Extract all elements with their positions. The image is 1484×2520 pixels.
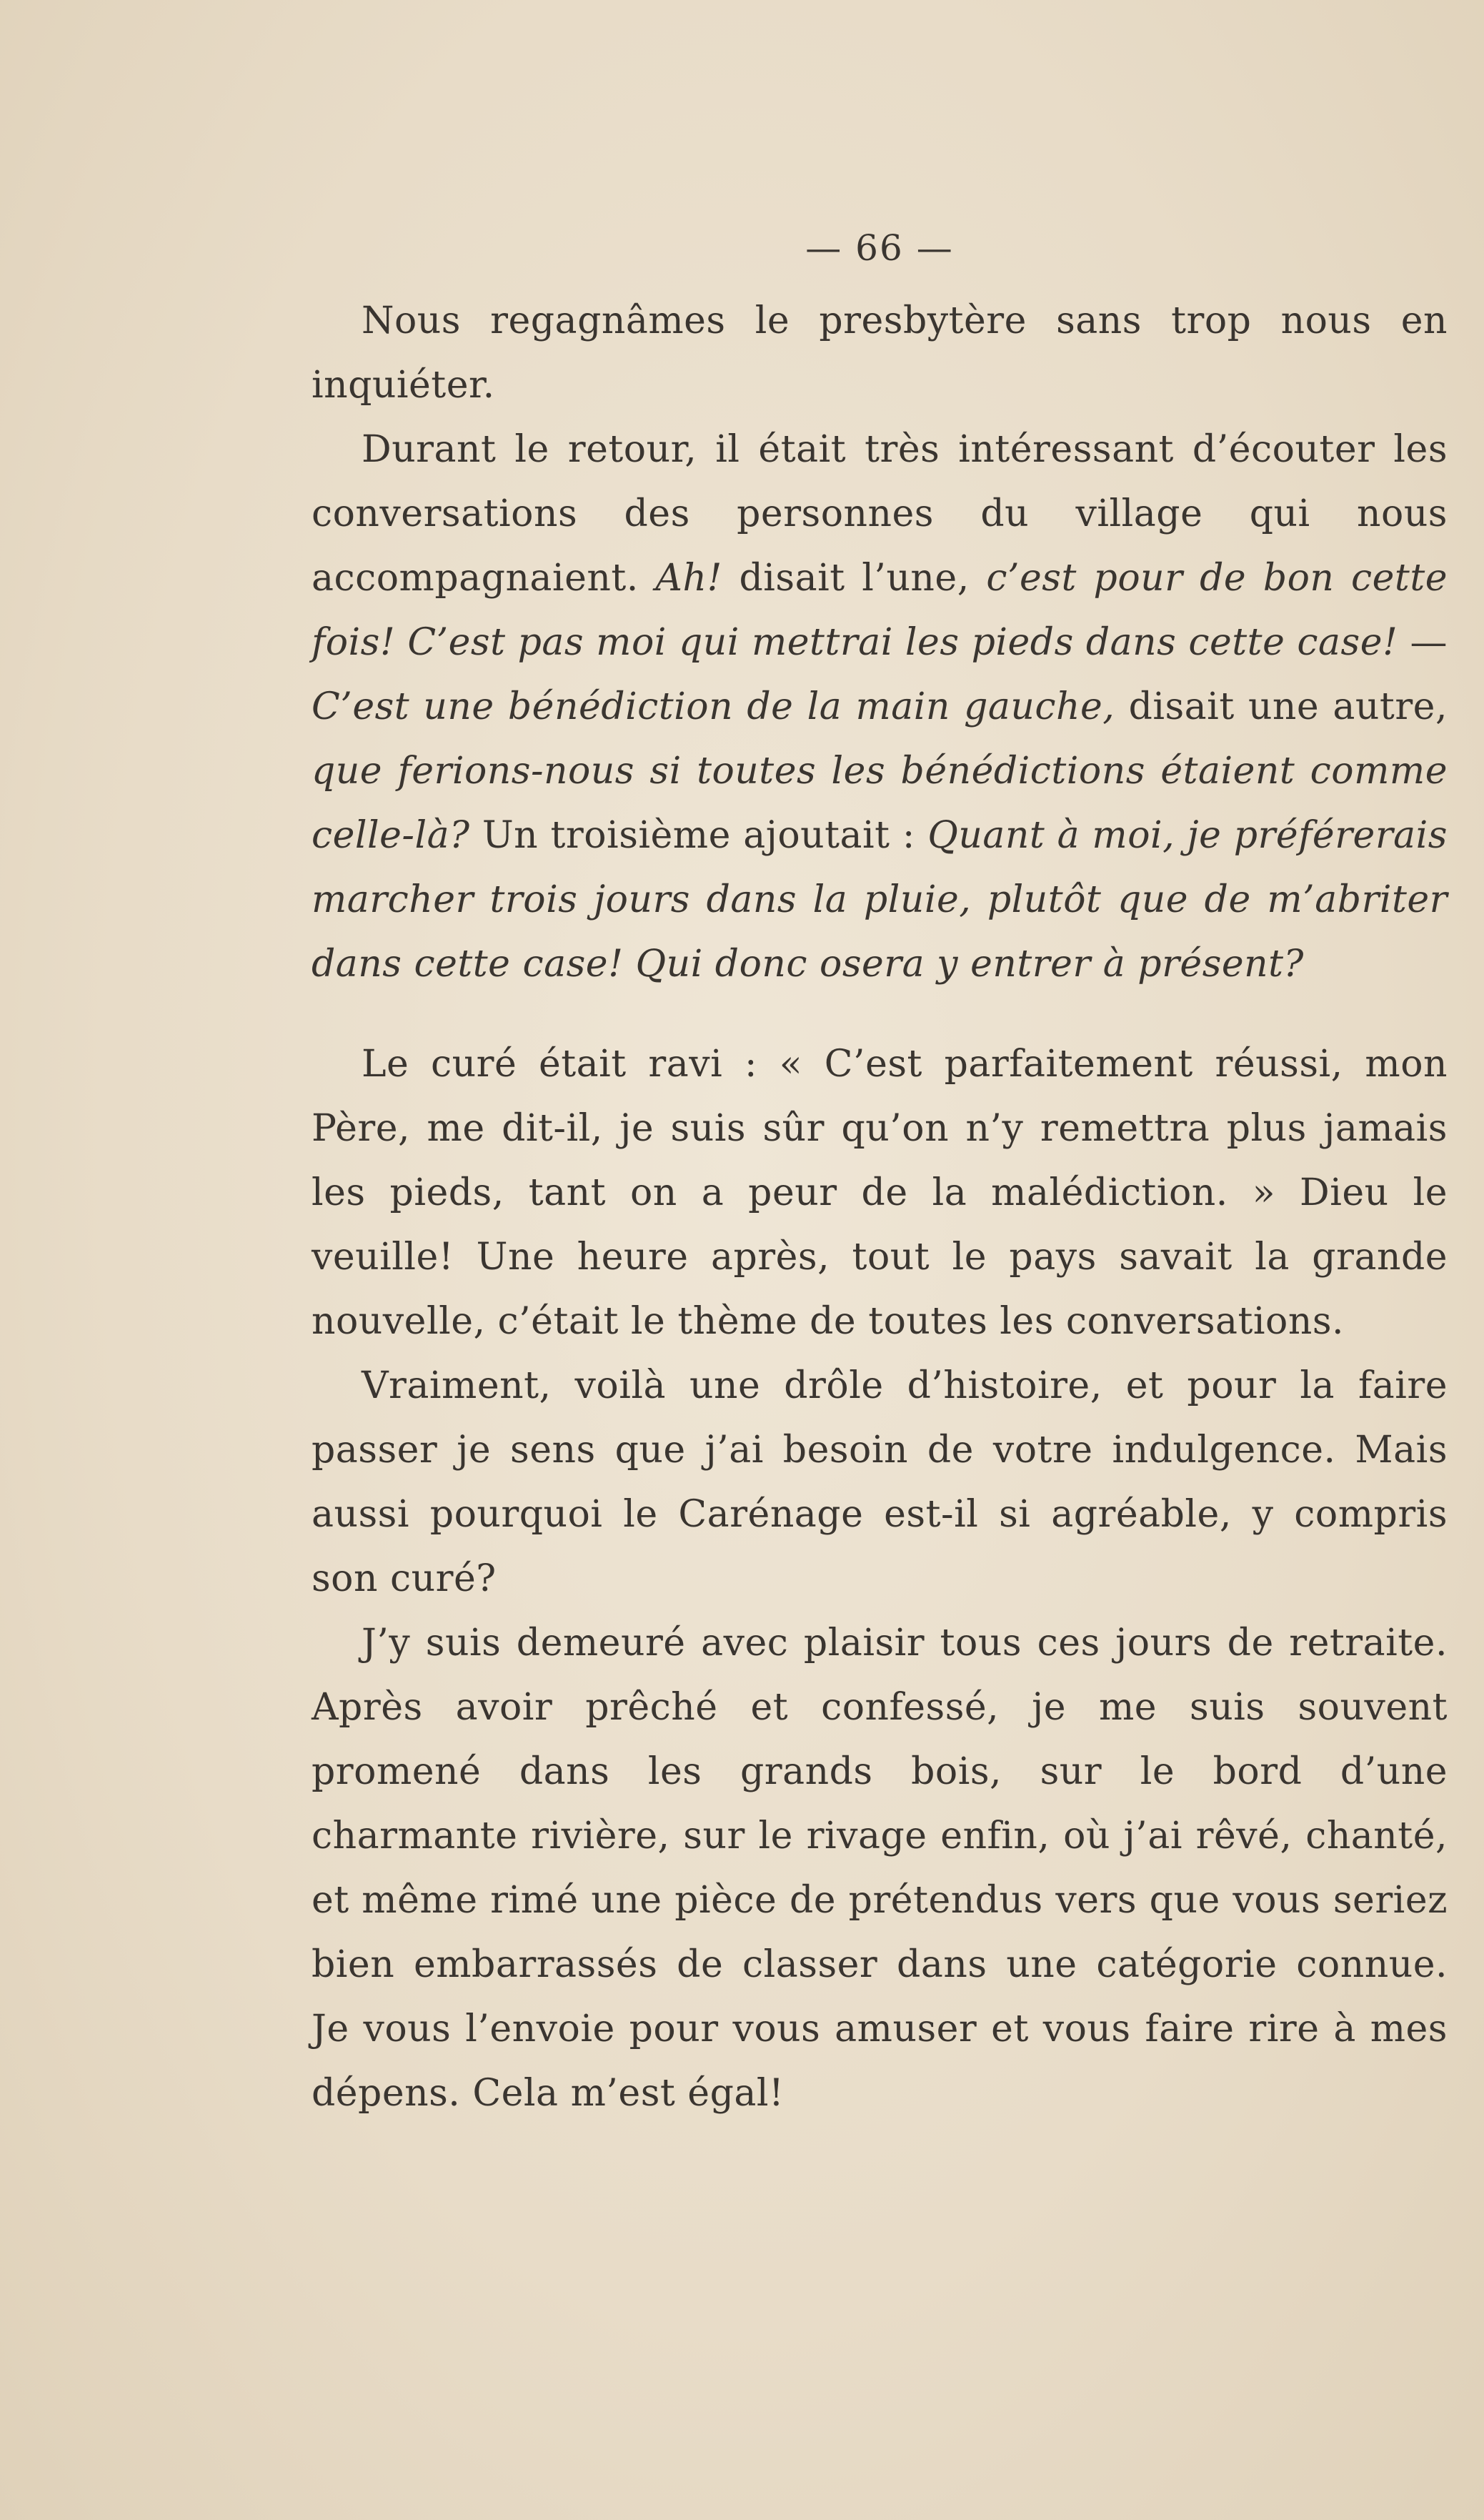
quote-1: Ah! xyxy=(655,557,722,600)
paragraph-2-said-3: Un troisième ajoutait : xyxy=(469,814,928,857)
quote-5: Quant à moi, je préférerais marcher trois jours dans la pluie, plutôt que de m’abriter dans cette case! Qui donc osera y entrer à présent? xyxy=(312,814,1448,986)
page-number: — 66 — xyxy=(805,227,954,269)
paragraph-3: Le curé était ravi : « C’est parfaitement réussi, mon Père, me dit-il, je suis sûr qu’on n’y remettra plus jamais les pieds, tant on a peur de la malédiction. » Dieu le veuille! Une heure après, tout le pays savait la grande nouvelle, c’était le thème de toutes les conversations. xyxy=(312,1043,1448,1343)
quote-4: que ferions-nous si toutes les bénédictions étaient comme celle-là? xyxy=(312,750,1448,857)
paragraph-5: J’y suis demeuré avec plaisir tous ces jours de retraite. Après avoir prêché et confessé, je me suis souvent promené dans les grands bois, sur le bord d’une charmante rivière, sur le rivage enfin, où j’ai rêvé, chanté, et même rimé une pièce de prétendus vers que vous seriez bien embarrassés de classer dans une catégorie connue. Je vous l’envoie pour vous amuser et vous faire rire à mes dépens. Cela m’est égal! xyxy=(312,1622,1448,2115)
paragraph-2-intro: Durant le retour, il était très intéressant d’écouter les conversations des personnes du village qui nous accompagnaient. xyxy=(312,428,1448,600)
quote-2: c’est pour de bon cette fois! C’est pas moi qui mettrai les pieds dans cette case! xyxy=(312,557,1448,664)
dash: — xyxy=(1398,621,1448,664)
paragraph-2-said-1: disait l’une, xyxy=(722,557,987,600)
paragraph-2 xyxy=(312,417,1448,996)
quote-3: C’est une bénédiction de la main gauche, xyxy=(312,685,1115,728)
paragraph-2-said-2: disait une autre, xyxy=(1115,685,1448,728)
paragraph-4: Vraiment, voilà une drôle d’histoire, et pour la faire passer je sens que j’ai besoin de votre indulgence. Mais aussi pourquoi le Carénage est-il si agréable, y compris son curé? xyxy=(312,1364,1448,1600)
paragraph-1: Nous regagnâmes le presbytère sans trop nous en inquiéter. xyxy=(312,299,1448,407)
